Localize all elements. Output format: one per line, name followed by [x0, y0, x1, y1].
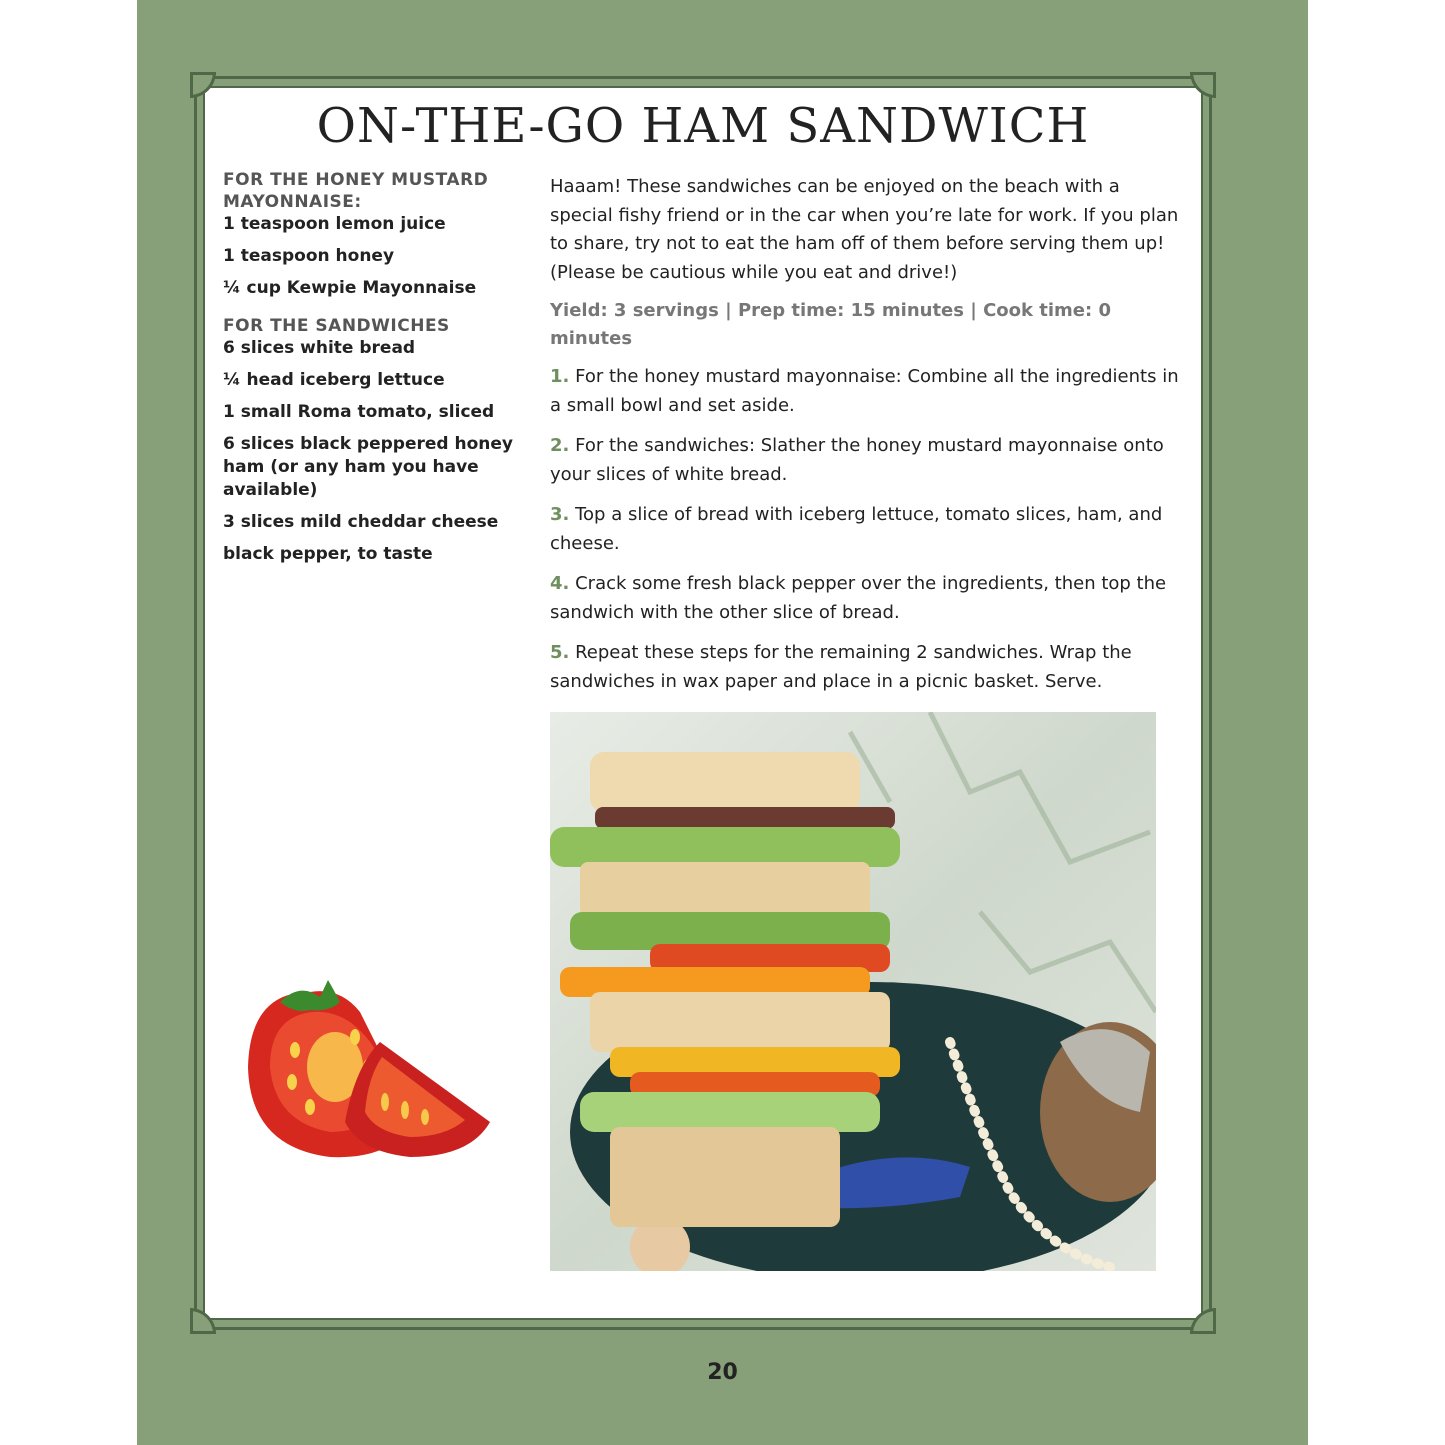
- section-heading: FOR THE SANDWICHES: [223, 316, 450, 336]
- step-number: 5.: [550, 642, 570, 663]
- ingredient-item: 6 slices white bread: [223, 338, 416, 358]
- step-text: Repeat these steps for the remaining 2 sandwiches. Wrap the sandwiches in wax paper and place in a picnic basket. Serve.: [550, 642, 1132, 692]
- step-2: [550, 432, 1186, 489]
- sandwich-photo-illustration: [550, 712, 1156, 1271]
- ingredient-section-mayo: [223, 169, 533, 300]
- recipe-title: ON-THE-GO HAM SANDWICH: [316, 98, 1090, 154]
- step-number: 4.: [550, 573, 570, 594]
- ingredient-section-sandwiches: [223, 315, 533, 566]
- step-3: [550, 501, 1186, 558]
- ingredient-item: 1 teaspoon honey: [223, 246, 395, 266]
- recipe-meta: Yield: 3 servings | Prep time: 15 minutes | Cook time: 0 minutes: [550, 300, 1111, 349]
- step-number: 2.: [550, 435, 570, 456]
- ingredients-column: [223, 169, 533, 575]
- step-5: [550, 639, 1186, 696]
- sandwich-photo: [550, 712, 1156, 1271]
- tomato-icon: [240, 972, 495, 1162]
- ingredient-item: 6 slices black peppered honey ham (or any ham you have available): [223, 434, 513, 500]
- step-text: For the sandwiches: Slather the honey mustard mayonnaise onto your slices of white bread.: [550, 435, 1164, 485]
- ingredient-item: ¼ cup Kewpie Mayonnaise: [223, 278, 477, 298]
- step-4: [550, 570, 1186, 627]
- step-number: 1.: [550, 366, 570, 387]
- step-text: For the honey mustard mayonnaise: Combine all the ingredients in a small bowl and set aside.: [550, 366, 1179, 416]
- ingredient-item: 1 small Roma tomato, sliced: [223, 402, 495, 422]
- ingredient-item: 3 slices mild cheddar cheese: [223, 512, 499, 532]
- section-heading: FOR THE HONEY MUSTARD MAYONNAISE:: [223, 170, 489, 212]
- page-number: 20: [707, 1360, 738, 1385]
- ingredient-item: ¼ head iceberg lettuce: [223, 370, 445, 390]
- step-text: Top a slice of bread with iceberg lettuce, tomato slices, ham, and cheese.: [550, 504, 1163, 554]
- recipe-intro: Haaam! These sandwiches can be enjoyed on the beach with a special fishy friend or in the car when you’re late for work. If you plan to share, try not to eat the ham off of them before serving them up! (Please be cautious while you eat and drive!): [550, 176, 1179, 283]
- step-1: [550, 363, 1186, 420]
- step-number: 3.: [550, 504, 570, 525]
- ingredient-item: 1 teaspoon lemon juice: [223, 214, 446, 234]
- ingredient-item: black pepper, to taste: [223, 544, 433, 564]
- step-text: Crack some fresh black pepper over the ingredients, then top the sandwich with the other slice of bread.: [550, 573, 1167, 623]
- instructions-column: [550, 173, 1186, 708]
